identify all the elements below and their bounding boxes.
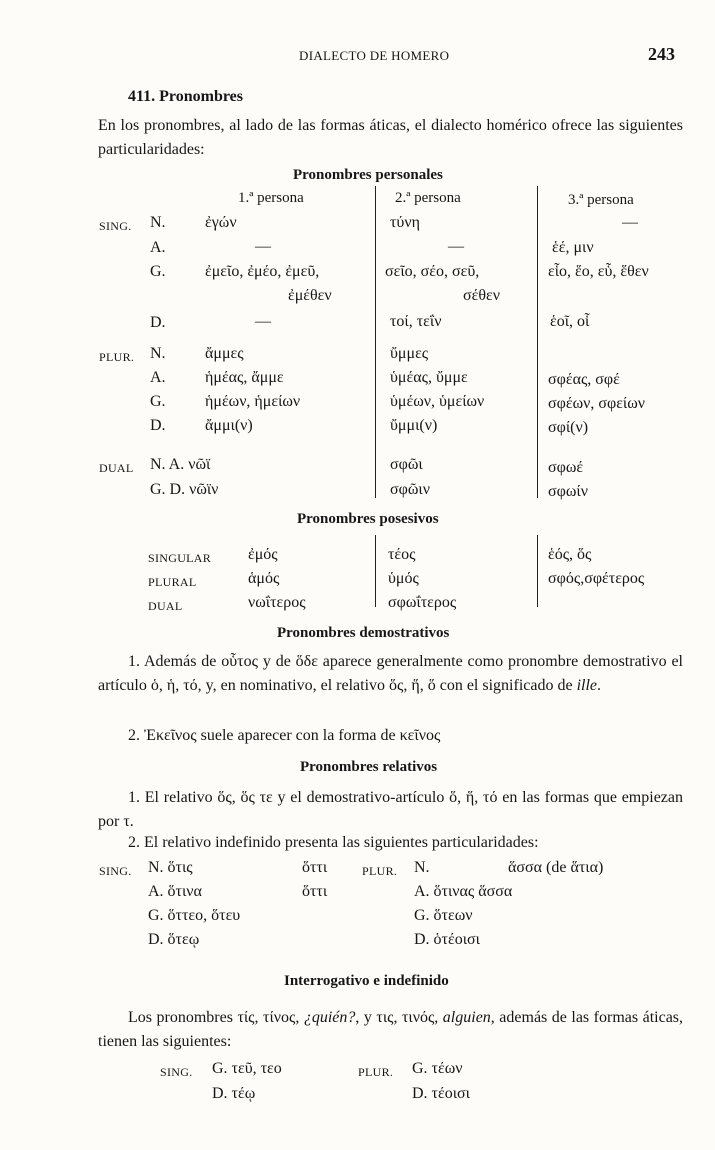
demonstrative-paragraph-1: 1. Además de οὗτος y de ὅδε aparece generalmente como pronombre demostrativo el artículo ὁ, ἡ, τό, y, en nominativo, el relativo ὅς, ἥ, ὅ con el significado de ille. — [98, 653, 683, 694]
col-head-3: 3.ª persona — [568, 192, 634, 208]
case-label: D. — [150, 314, 166, 331]
case-label: N. — [150, 345, 166, 362]
form-1p: ἡμέας, ἄμμε — [205, 369, 284, 386]
column-divider — [375, 535, 376, 607]
relative-form: G. ὅττεο, ὅτευ — [148, 907, 241, 924]
relative-plur-form: G. ὅτεων — [414, 907, 473, 924]
form-3p: εἷο, ἕο, εὗ, ἕθεν — [548, 263, 649, 280]
form-1p-cont: ἐμέθεν — [288, 287, 332, 304]
relative-form: D. ὅτεῳ — [148, 931, 200, 948]
possessive-number-label: PLURAL — [148, 575, 197, 589]
form-2p: ὑμέας, ὔμμε — [390, 369, 468, 386]
interrogative-form: G. τέων — [412, 1060, 463, 1077]
personal-title: Pronombres personales — [293, 167, 443, 183]
form-2p: ὔμμες — [390, 345, 429, 362]
form-2p: τύνη — [390, 214, 420, 231]
relative-plur-form: D. ὁτέοισι — [414, 931, 480, 948]
form-2p: σφῶι — [390, 456, 423, 473]
interrogative-plur-label: PLUR. — [358, 1065, 394, 1079]
possessive-2p: τέος — [388, 546, 416, 563]
section-number: 411. — [128, 88, 156, 105]
case-label: G. — [150, 263, 166, 280]
form-2p: σεῖο, σέο, σεῦ, — [385, 263, 480, 280]
interrogative-form: G. τεῦ, τεο — [212, 1060, 282, 1077]
demonstrative-title: Pronombres demostrativos — [277, 625, 450, 641]
form-2p: ὑμέων, ὑμείων — [390, 393, 485, 410]
column-divider — [537, 186, 538, 498]
running-title: DIALECTO DE HOMERO — [299, 48, 450, 63]
case-label: A. — [150, 369, 166, 386]
form-3p: ἑοῖ, οἷ — [550, 313, 590, 330]
possessive-3p: σφός,σφέτερος — [548, 570, 645, 587]
form-3p: — — [622, 214, 638, 231]
relative-title: Pronombres relativos — [300, 759, 438, 775]
form-2p: ὔμμι(ν) — [390, 417, 438, 434]
form-1p: G. D. νῶϊν — [150, 481, 219, 498]
col-head-1: 1.ª persona — [238, 190, 304, 206]
relative-form: A. ὅτινα — [148, 883, 202, 900]
column-divider — [375, 186, 376, 498]
interrogative-title: Interrogativo e indefinido — [284, 973, 449, 989]
relative-plur-case: N. — [414, 859, 430, 876]
intro-paragraph: En los pronombres, al lado de las formas áticas, el dialecto homérico ofrece las siguientes particularidades: — [98, 117, 683, 158]
form-1p: ἐγών — [205, 214, 237, 231]
form-1p: — — [255, 313, 271, 330]
case-label: G. — [150, 393, 166, 410]
form-1p: ἄμμες — [205, 345, 244, 362]
case-label: N. — [150, 214, 166, 231]
section-title: Pronombres — [159, 88, 243, 105]
relative-form-neuter: ὅττι — [302, 883, 328, 900]
possessive-1p: ἁμός — [248, 570, 280, 587]
relative-form-neuter: ὅττι — [302, 859, 328, 876]
relative-sing-label: SING. — [99, 864, 132, 878]
number-label-sing: SING. — [99, 219, 132, 233]
case-label: A. — [150, 239, 166, 256]
demonstrative-paragraph-2: 2. Ἐκεῖνος suele aparecer con la forma de κεῖνος — [128, 727, 441, 744]
form-2p: σφῶιν — [390, 481, 430, 498]
page-number: 243 — [648, 44, 675, 64]
relative-plur-form: ἅσσα (de ἅτια) — [508, 859, 604, 876]
form-3p: σφέας, σφέ — [548, 371, 620, 388]
form-2p: — — [448, 238, 464, 255]
number-label-plur: PLUR. — [99, 350, 135, 364]
form-1p: ἐμεῖο, ἐμέο, ἐμεῦ, — [205, 263, 320, 280]
form-1p: ἡμέων, ἡμείων — [205, 393, 301, 410]
possessive-1p: ἐμός — [248, 546, 278, 563]
interrogative-form: D. τέοισι — [412, 1085, 470, 1102]
possessive-2p: ὑμός — [388, 570, 419, 587]
form-3p: σφέων, σφείων — [548, 395, 645, 412]
form-1p: ἄμμι(ν) — [205, 417, 253, 434]
possessive-1p: νωΐτερος — [248, 594, 306, 611]
relative-form: N. ὅτις — [148, 859, 193, 876]
form-3p: σφωίν — [548, 483, 588, 500]
form-3p: ἑέ, μιν — [552, 239, 594, 256]
form-3p: σφωέ — [548, 459, 584, 476]
possessive-2p: σφωΐτερος — [388, 594, 457, 611]
possessive-number-label: DUAL — [148, 599, 183, 613]
form-1p: N. A. νῶϊ — [150, 456, 211, 473]
interrogative-paragraph: Los pronombres τίς, τίνος, ¿quién?, y τις, τινός, alguien, además de las formas áticas, tienen las siguientes: — [98, 1009, 684, 1050]
form-1p: — — [255, 238, 271, 255]
col-head-2: 2.ª persona — [395, 190, 461, 206]
relative-paragraph-2: 2. El relativo indefinido presenta las siguientes particularidades: — [128, 834, 539, 851]
interrogative-form: D. τέῳ — [212, 1085, 256, 1102]
case-label: D. — [150, 417, 166, 434]
number-label-dual: DUAL — [99, 461, 134, 475]
form-3p: σφί(ν) — [548, 419, 589, 436]
form-2p: τοί, τεΐν — [390, 313, 442, 330]
column-divider — [537, 535, 538, 607]
section-heading — [128, 88, 243, 106]
relative-plur-form: A. ὅτινας ἅσσα — [414, 883, 513, 900]
possessive-number-label: SINGULAR — [148, 551, 212, 565]
possessive-title: Pronombres posesivos — [297, 511, 439, 527]
interrogative-sing-label: SING. — [160, 1065, 193, 1079]
form-2p-cont: σέθεν — [463, 287, 500, 304]
relative-paragraph-1: 1. El relativo ὅς, ὅς τε y el demostrativo-artículo ὅ, ἥ, τό en las formas que empiezan por τ. — [98, 789, 683, 830]
relative-plur-label: PLUR. — [362, 864, 398, 878]
possessive-3p: ἑός, ὅς — [548, 546, 592, 563]
